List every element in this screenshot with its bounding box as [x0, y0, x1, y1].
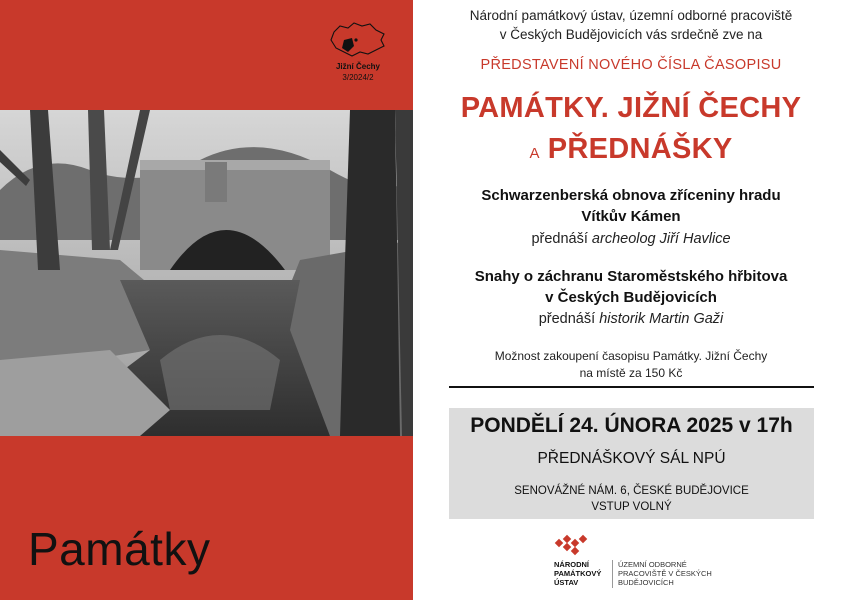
kicker: PŘEDSTAVENÍ NOVÉHO ČÍSLA ČASOPISU — [480, 57, 782, 73]
event-address: SENOVÁŽNÉ NÁM. 6, ČESKÉ BUDĚJOVICE — [514, 485, 749, 497]
headline-lectures-text: PŘEDNÁŠKY — [547, 133, 733, 165]
npu-unit-line-1: ÚZEMNÍ ODBORNÉ — [618, 560, 687, 569]
talk-1-speaker — [413, 231, 849, 247]
talk-1-speaker-name: archeolog Jiří Havlice — [591, 231, 731, 247]
invitation-line-1: Národní památkový ústav, územní odborné pracoviště — [469, 8, 793, 23]
cover-logo — [322, 20, 394, 90]
npu-unit — [618, 560, 728, 587]
purchase-line-2: na místě za 150 Kč — [579, 366, 683, 380]
cover-title: Památky — [28, 523, 211, 575]
talk-1-title — [413, 185, 849, 227]
event-details — [449, 408, 814, 519]
headline-conjunction: A — [529, 145, 540, 162]
talk-1-title-line-1: Schwarzenberská obnova zříceniny hradu — [481, 187, 781, 204]
npu-name-line-3: ÚSTAV — [554, 578, 579, 587]
purchase-line-1: Možnost zakoupení časopisu Památky. Jižní Čechy — [494, 349, 768, 363]
talk-2-title-line-2: v Českých Budějovicích — [545, 289, 717, 306]
cover-photo-bridge — [0, 110, 413, 436]
event-entry: VSTUP VOLNÝ — [591, 501, 672, 513]
event-venue: PŘEDNÁŠKOVÝ SÁL NPÚ — [537, 450, 726, 467]
headline-magazine: PAMÁTKY. JIŽNÍ ČECHY — [460, 92, 802, 124]
npu-name-line-2: PAMÁTKOVÝ — [554, 569, 602, 578]
magazine-cover — [0, 0, 413, 600]
headline-lectures — [413, 133, 849, 166]
talk-2-speaker-name: historik Martin Gaži — [599, 311, 724, 327]
talk-1-speaker-prefix: přednáší — [531, 231, 588, 247]
invitation-panel — [413, 0, 849, 600]
npu-emblem-icon — [554, 534, 590, 556]
talk-2-title — [413, 266, 849, 308]
invitation-text — [413, 6, 849, 44]
npu-logo — [548, 534, 728, 592]
npu-separator — [612, 560, 613, 588]
talk-1-title-line-2: Vítkův Kámen — [581, 208, 681, 225]
cover-issue-number: 3/2024/2 — [342, 73, 374, 82]
event-date: PONDĚLÍ 24. ÚNORA 2025 v 17h — [470, 414, 793, 437]
npu-name-line-1: NÁRODNÍ — [554, 560, 589, 569]
npu-unit-line-3: BUDĚJOVICÍCH — [618, 578, 674, 587]
talk-2-speaker — [413, 311, 849, 327]
czech-map-icon — [326, 20, 388, 60]
purchase-note — [413, 348, 849, 382]
talk-2-speaker-prefix: přednáší — [538, 311, 596, 327]
event-address-block — [449, 483, 814, 515]
cover-logo-title: Jižní Čechy — [335, 62, 380, 71]
npu-name — [554, 560, 608, 587]
divider — [449, 386, 814, 388]
npu-unit-line-2: PRACOVIŠTĚ V ČESKÝCH — [618, 569, 712, 578]
invitation-line-2: v Českých Budějovicích vás srdečně zve na — [499, 27, 763, 42]
talk-2-title-line-1: Snahy o záchranu Staroměstského hřbitova — [474, 268, 788, 285]
